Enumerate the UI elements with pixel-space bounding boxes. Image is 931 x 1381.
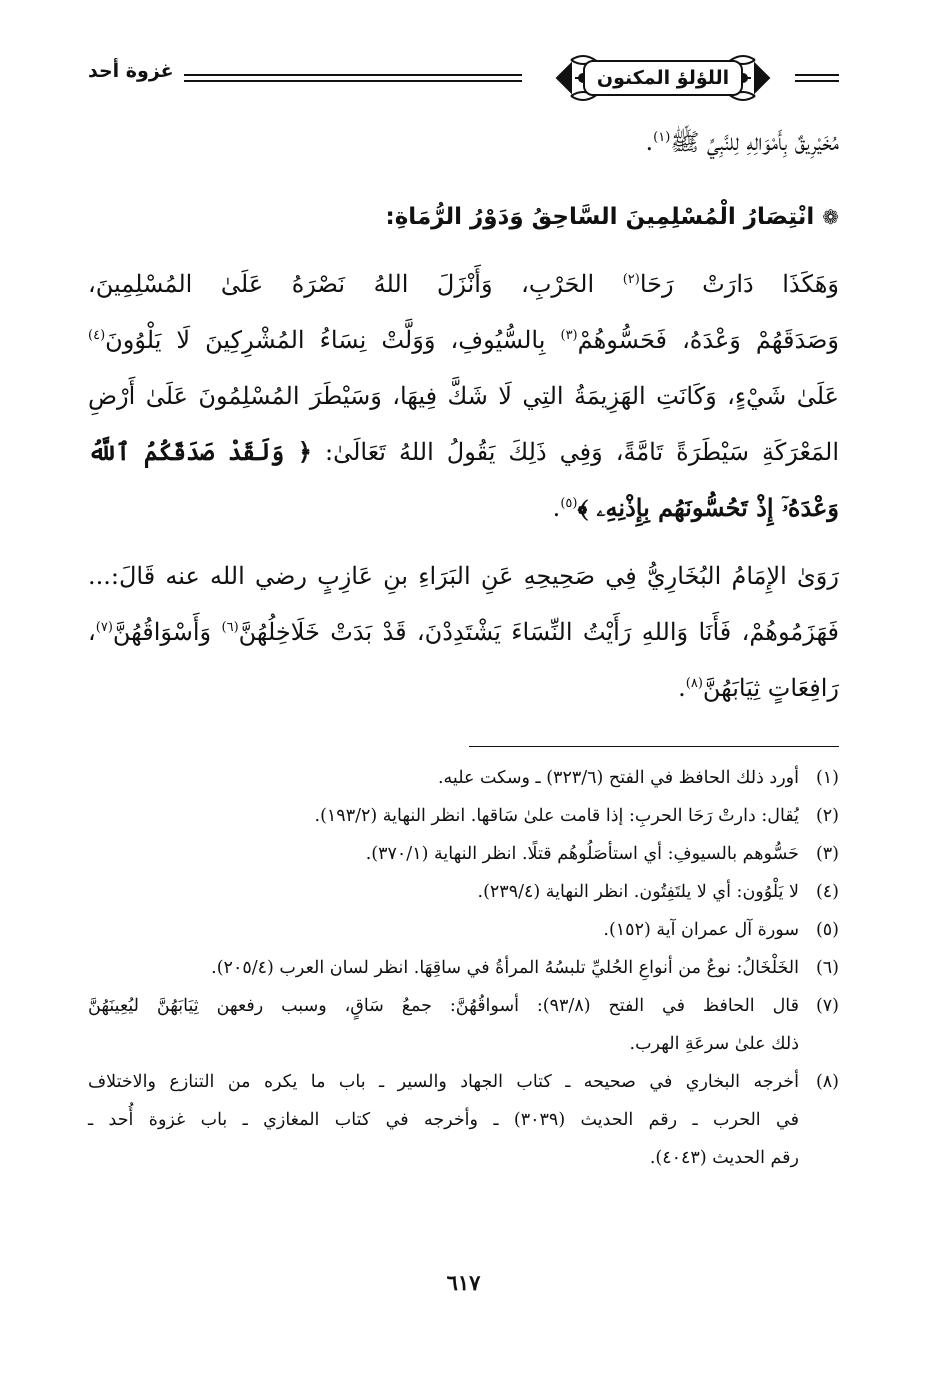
footnote-number: (٥) [815,920,839,940]
text-run: بِالسُّيُوفِ، وَوَلَّتْ نِسَاءُ المُشْرِكِينَ لَا يَلْوُونَ [105,326,546,354]
footnotes [88,759,839,1177]
footnote-line: أورد ذلك الحافظ في الفتح (٣٢٣/٦) ـ وسكت عليه. [437,768,799,788]
footnote-number: (٢) [815,806,839,826]
section-heading-text: انْتِصَارُ الْمُسْلِمِينَ السَّاحِقُ وَدَوْرُ الرُّمَاةِ: [385,204,815,230]
footnote-line: لا يَلْوُون: أي لا يلتَفِتُون. انظر النهاية (٢٣٩/٤). [477,882,799,902]
text-run: ، [88,618,96,646]
footnote-number: (٣) [815,844,839,864]
footnote-ref: (٣) [560,328,578,343]
paragraph-line [88,368,839,424]
paragraph-line [88,604,839,660]
chapter-title: غزوة أحد [88,60,174,82]
footnote-number: (٦) [815,958,839,978]
footnote-text [88,987,799,1063]
footnote-text [88,759,799,797]
footnote-ref: (٦) [221,620,239,635]
paragraph-line [88,312,839,368]
footnote-text [88,1063,799,1177]
text-run: رَافِعَاتٍ ثِيَابَهُنَّ [702,674,839,702]
paragraph-line [88,548,839,604]
footnote-item [88,987,839,1063]
footnote-number: (٨) [815,1072,839,1092]
header-rule-left [184,74,522,82]
intro-end: . [645,128,654,156]
text-run: وَصَدَقَهُمْ وَعْدَهُ، فَحَسُّوهُمْ [577,326,840,354]
paragraph-line [88,256,839,312]
paragraph-2 [88,548,839,716]
footnote-item [88,873,839,911]
paragraph-line [88,424,839,480]
footnote-item [88,949,839,987]
footnote-item [88,1063,839,1177]
running-header [88,48,839,114]
diamond-flower-icon: ❁ [822,205,839,229]
book-title: اللؤلؤ المكنون [583,60,743,96]
footnote-line: قال الحافظ في الفتح (٩٣/٨): أسواقُهُنَّ: جمعُ سَاقٍ، وسبب رفعهن ثِيَابَهُنَّ ليُعِينَهُنَّ [88,996,799,1016]
footnote-separator [469,746,839,747]
footnote-line: حَسُّوهم بالسيوفِ: أي استأصَلُوهُم قتلًا. انظر النهاية (٣٧٠/١). [365,844,799,864]
footnote-item [88,797,839,835]
footnote-line: ذلك علىٰ سرعَةِ الهرب. [629,1034,799,1054]
footnote-item [88,835,839,873]
footnote-ref: (١) [653,130,671,145]
text-run: الحَرْبِ، وَأَنْزَلَ اللهُ نَصْرَهُ عَلَىٰ المُسْلِمِينَ، [88,270,595,298]
footnote-text [88,797,799,835]
book-title-frame [553,50,773,106]
footnote-line: يُقال: دارتْ رَحَا الحربِ: إذا قامت علىٰ سَاقها. انظر النهاية (١٩٣/٢). [314,806,799,826]
text-run: المَعْرَكَةِ سَيْطَرَةً تَامَّةً، وَفِي ذَلِكَ يَقُولُ اللهُ تَعَالَىٰ: [325,438,839,466]
footnote-line: رقم الحديث (٤٠٤٣). [649,1148,799,1168]
paragraph-line [88,480,839,536]
quran-verse: وَعْدَهُۥٓ إِذْ تَحُسُّونَهُم بِإِذْنِهِۦ ﴾ [577,493,839,522]
footnote-text [88,911,799,949]
footnote-line: في الحرب ـ رقم الحديث (٣٠٣٩) ـ وأخرجه في كتاب المغازي ـ باب غزوة أُحد ـ [88,1110,799,1130]
intro-line [88,114,839,170]
text-run: فَهَزَمُوهُمْ، فَأَنَا وَاللهِ رَأَيْتُ النِّسَاءَ يَشْتَدِدْنَ، قَدْ بَدَتْ خَلَاخِلُهُنَّ [238,618,839,646]
footnote-ref: (٤) [88,328,106,343]
quran-verse: ﴿ وَلَقَدْ صَدَقَكُمُ ٱللَّهُ [88,437,312,466]
footnote-number: (١) [815,768,839,788]
main-text [88,114,839,716]
footnote-item [88,911,839,949]
intro-text: مُخَيْرِيقٌ بِأَمْوَالِهِ لِلنَّبِيِّ ﷺ [670,128,839,156]
footnote-line: سورة آل عمران آية (١٥٢). [603,920,799,940]
paragraph-line [88,660,839,716]
text-run: رَوَىٰ الإِمَامُ البُخَارِيُّ فِي صَحِيحِهِ عَنِ البَرَاءِ بنِ عَازِبٍ رضي الله عنه قَالَ:... [88,562,839,590]
footnote-text [88,949,799,987]
footnote-ref: (٨) [685,676,703,691]
text-run: . [678,674,686,702]
footnote-number: (٤) [815,882,839,902]
footnote-line: الخَلْخَالُ: نوعٌ من أنواعِ الحُليِّ تلبسُهُ المرأةُ في ساقِهَا. انظر لسان العرب (٢٠٥/٤). [211,958,799,978]
text-run: عَلَىٰ شَيْءٍ، وَكَانَتِ الهَزِيمَةُ التِي لَا شَكَّ فِيهَا، وَسَيْطَرَ المُسْلِمُونَ عَلَىٰ أَرْضِ [88,382,839,410]
text-run: وَهَكَذَا دَارَتْ رَحَا [639,270,839,298]
footnote-text [88,835,799,873]
footnote-number: (٧) [815,996,839,1016]
text-run: وَأَسْوَاقُهُنَّ [112,618,212,646]
footnote-ref: (٢) [622,272,640,287]
section-heading [88,192,839,242]
footnote-text [88,873,799,911]
text-run: . [552,494,561,522]
paragraph-1 [88,256,839,536]
page-number: ٦١٧ [446,1270,481,1295]
footnote-ref: (٥) [560,496,578,511]
book-page [88,48,839,1381]
footnote-line: أخرجه البخاري في صحيحه ـ كتاب الجهاد والسير ـ باب ما يكره من التنازع والاختلاف [88,1072,799,1092]
footnote-item [88,759,839,797]
header-rule-right [795,74,839,82]
footnote-ref: (٧) [95,620,113,635]
